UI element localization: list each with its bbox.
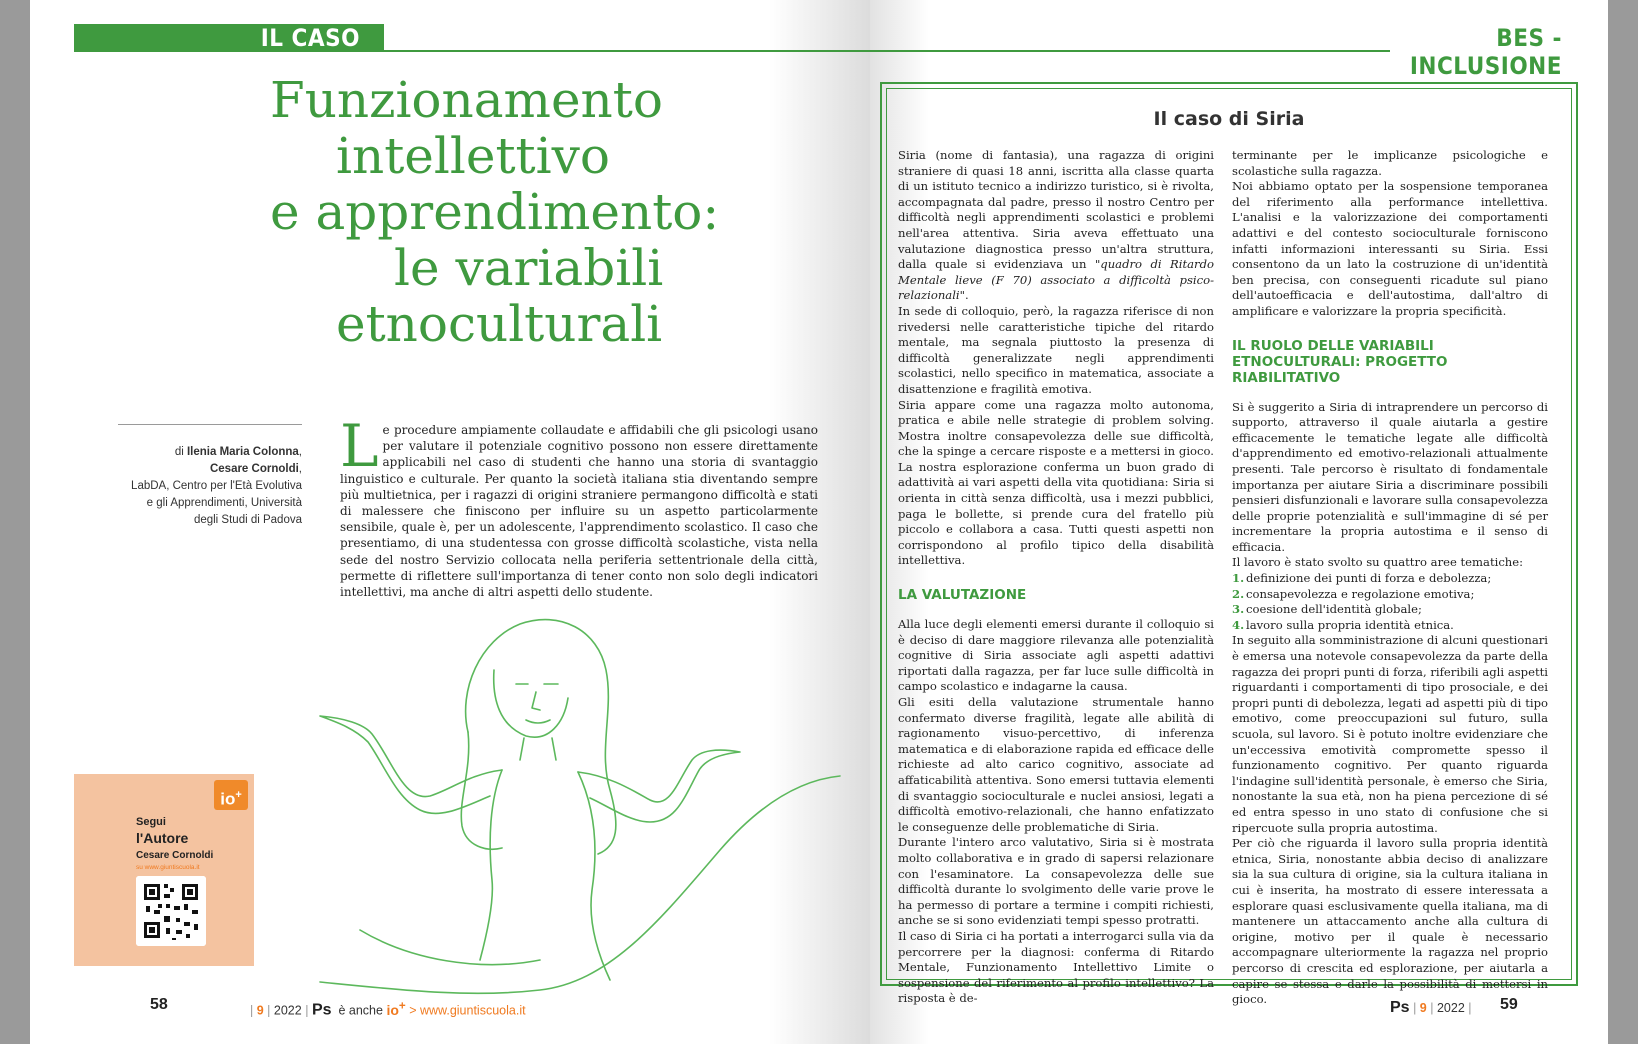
footer-separator: | [1413,1001,1417,1015]
paragraph-text: . [964,288,969,303]
author-label: l'Autore [136,830,189,846]
left-page [30,0,870,1044]
paragraph: Alla luce degli elementi emersi durante il colloquio si è deciso di dare maggiore rilevanza alle potenzialità cognitive di Siria associate agli aspetti adattivi riportati dalla ragazza, per far luce sulle difficoltà in campo scolastico e indagarne la causa. [898,617,1214,694]
list-item-text: definizione dei punti di forza e debolezza; [1246,571,1492,586]
io-plus-logo [214,780,248,810]
list-item-text: lavoro sulla propria identità etnica. [1246,617,1454,632]
list-item-text: coesione dell'identità globale; [1246,602,1422,617]
affiliation-line: degli Studi di Padova [193,514,302,526]
list-number: 1. [1232,571,1245,586]
magazine-name: Ps [1390,999,1410,1016]
affiliation-line: e gli Apprendimenti, Università [146,497,302,509]
case-column-1 [898,148,1214,1007]
paragraph: In sede di colloquio, però, la ragazza riferisce di non rivedersi nelle caratteristiche tipiche del ritardo mentale, ma segnala piuttosto la presenza di difficoltà generalizzate negli apprendimenti scolastici, nello specifico in matematica, associate a disattenzione e fragilità emotiva. [898,303,1214,396]
byline-prefix: di [174,446,187,458]
paragraph: Noi abbiamo optato per la sospensione temporanea del riferimento alla performance intellettiva. L'analisi e la valorizzazione dei comportamenti adattivi e del contesto socioculturale forniscono infatti informazioni interessanti su Siria. Essi consentono da un lato la costruzione di un'identità ben precisa, con conseguenti ricadute sul piano dell'autoefficacia e dell'autostima, dall'altro di amplificare e valorizzare la propria specificità. [1232,179,1548,318]
title-line: etnoculturali [336,295,663,353]
issue-year: 2022 [273,1003,302,1018]
paragraph: Per ciò che riguarda il lavoro sulla propria identità etnica, Siria, nonostante abbia deciso di analizzare sia la sua cultura di origine, sia la cultura italiana in cui è inserita, ha mostrato di essere interessata a esplorare quasi esclusivamente quella italiana, ma di mantenere un attaccamento anche alla cultura di origine, motivo per il quale è necessario accompagnare ulteriormente la ragazza nel proprio percorso di crescita ed esplorazione, per aiutarla a capire se stessa e darle la possibilità di mettersi in gioco. [1232,836,1548,1007]
paragraph: Durante l'intero arco valutativo, Siria si è mostrata molto collaborativa e in grado di sapersi relazionare con l'esaminatore. La consapevolezza delle sue difficoltà durante lo svolgimento delle varie prove le ha permesso di portare a termine i compiti richiesti, anche se si sono evidenziati tempi spesso protratti. [898,835,1214,928]
article-title [70,72,810,352]
follow-author-box[interactable] [74,774,254,966]
right-page [870,0,1608,1044]
issue-number: 9 [1419,1001,1427,1015]
follow-author-url[interactable]: su www.giuntiscuola.it [136,864,200,871]
woman-shrugging-line-illustration [280,600,870,1000]
case-column-2 [1232,148,1548,1008]
byline-separator: , [298,446,302,458]
paragraph: terminante per le implicanze psicologiche e scolastiche sulla ragazza. [1232,148,1548,178]
footer-website-link[interactable]: > www.giuntiscuola.it [409,1003,526,1018]
list-number: 2. [1232,586,1245,601]
paragraph: Si è suggerito a Siria di intraprendere un percorso di supporto, attraverso il quale aiutarla a gestire efficacemente le tematiche legate alle difficoltà d'apprendimento ed emotivo-relazionali attualmente presenti. Tale percorso è risultato di fondamentale importanza per aiutare Siria a discriminare possibili pensieri disfunzionali e lavorare sulla consapevolezza delle proprie potenzialità e sull'immagine di sé per incrementare la propria autostima e il senso di efficacia. [1232,399,1548,554]
footer-separator: | [250,1003,254,1018]
list-item [1232,602,1548,618]
magazine-spread [30,0,1608,1044]
subheading-valutazione: LA VALUTAZIONE [898,587,1027,604]
list-number: 4. [1232,617,1245,632]
intro-paragraph [340,412,818,600]
section-tag-bes-inclusione: BES - INCLUSIONE [1390,24,1580,52]
paragraph [898,148,1214,304]
io-plus-footer-logo [386,999,406,1018]
author-byline [118,444,302,529]
list-item [1232,587,1548,603]
diagnosis-quote: "quadro di Ritardo Mentale lieve (F 70) associato a difficoltà psico-relazionali" [898,257,1214,303]
paragraph: Gli esiti della valutazione strumentale hanno confermato diverse fragilità, legate alle abilità di ragionamento visuo-percettivo, di inferenza matematica e di elaborazione rapida ed efficace delle richieste ad alto carico cognitivo, associate ad affaticabilità attentiva. Sono emersi tuttavia elementi di svantaggio socioculturale e nuclei ansiosi, legati a difficoltà emotivo-relazionali, che hanno enfatizzato le conseguenze delle problematiche di Siria. [898,695,1214,834]
list-item [1232,618,1548,634]
subheading-ruolo-variabili: IL RUOLO DELLE VARIABILI ETNOCULTURALI: PROGETTO RIABILITATIVO [1232,337,1448,386]
io-logo-plus: + [235,789,242,801]
io-footer-text: io [386,1001,399,1018]
footer-separator: | [267,1003,271,1018]
author-name: Ilenia Maria Colonna [186,446,299,458]
title-line: le variabili [394,239,664,297]
qr-code-icon[interactable] [136,876,206,946]
list-item [1232,571,1548,587]
footer-left [250,999,526,1020]
footer-also-label: è anche [338,1003,383,1018]
issue-year: 2022 [1436,1001,1465,1015]
footer-right [1390,999,1472,1017]
issue-number: 9 [256,1003,264,1018]
section-tag-il-caso: IL CASO [74,24,384,52]
footer-separator: | [1468,1001,1472,1015]
list-number: 3. [1232,602,1245,617]
paragraph: Siria appare come una ragazza molto autonoma, pratica e abile nelle strategie di problem solving. Mostra inoltre consapevolezza delle sue difficoltà, che la spinge a cercare risposte e a mettersi in gioco. La nostra esplorazione conferma un buon grado di adattività ai vari aspetti della vita quotidiana: Siria si orienta in città senza difficoltà, usa i mezzi pubblici, paga le bollette, si prende cura del fratello più piccolo e collabora a casa. Tutti questi aspetti non corrispondono al profilo tipico della disabilità intellettiva. [898,397,1214,568]
byline-separator: , [298,463,302,475]
paragraph: Il lavoro è stato svolto su quattro aree tematiche: [1232,555,1524,570]
io-footer-plus: + [398,999,406,1012]
thematic-areas-list [1232,571,1548,633]
footer-separator: | [1430,1001,1434,1015]
header-rule [870,50,1390,52]
paragraph-text: Siria (nome di fantasia), una ragazza di origini straniere di quasi 18 anni, iscritta alla classe quarta di un istituto tecnico a indirizzo turistico, si è rivolta, accompagnata dal padre, presso il nostro Centro per difficoltà negli apprendimenti scolastici e problemi nell'area attentiva. Siria aveva effettuato una valutazione diagnostica presso un'altra struttura, dalla quale si evidenziava un [898,148,1214,272]
paragraph: In seguito alla somministrazione di alcuni questionari è emersa una notevole consapevolezza da parte della ragazza dei propri punti di forza, riferibili agli aspetti riguardanti i comportamenti di tipo prosociale, e dei propri punti di debolezza, legati ad aspetti più di tipo emotivo, come preoccupazioni sul futuro, sulla scuola, sul lavoro. Si è potuto inoltre evidenziare che un'eccessiva emotività compromette spesso il funzionamento cognitivo. Per quanto riguarda l'indagine sull'identità personale, è emerso che Siria, nonostante la sua età, non ha piena percezione di sé ed entra spesso in uno stato di confusione che si ripercuote sulla propria autostima. [1232,633,1548,835]
list-item-text: consapevolezza e regolazione emotiva; [1246,586,1475,601]
page-number-right: 59 [1500,996,1518,1013]
title-line: e apprendimento: [270,183,720,241]
author-divider [118,424,302,425]
case-box-title: Il caso di Siria [1153,108,1305,130]
io-logo-text: io [220,789,236,809]
drop-cap: L [340,412,379,480]
intro-text: e procedure ampiamente collaudate e affidabili che gli psicologi usano per valutare il potenziale cognitivo possono non essere direttamente applicabili nel caso di studenti che hanno una storia di svantaggio linguistico e culturale. Per quanto la società italiana stia diventando sempre più multietnica, per i ragazzi di origini straniere permangono difficoltà e stati di malessere che finiscono per influire su un aspetto particolarmente sensibile, quale è, per un adolescente, l'apprendimento scolastico. Il caso che presentiamo, di una studentessa con grosse difficoltà scolastiche, vista nella sede del nostro Servizio collocata nella periferia settentrionale della città, permette di riflettere sull'importanza di tener conto non solo degli indicatori intellettivi, ma anche di altri aspetti dello studente. [340,423,818,600]
follow-author-name: Cesare Cornoldi [136,850,214,861]
title-line: intellettivo [336,127,610,185]
footer-separator: | [305,1003,309,1018]
header-rule [384,50,870,52]
affiliation-line: LabDA, Centro per l'Età Evolutiva [131,480,302,492]
page-number-left: 58 [150,996,168,1013]
magazine-name: Ps [311,1001,332,1019]
follow-label: Segui [136,816,166,828]
paragraph: Il caso di Siria ci ha portati a interrogarci sulla via da percorrere per la diagnosi: conferma di Ritardo Mentale, Funzionamento Intellettivo Limite o sospensione del riferimento al profilo intellettivo? La risposta è de- [898,928,1214,1006]
author-name: Cesare Cornoldi [209,463,299,475]
title-line: Funzionamento [270,71,663,129]
